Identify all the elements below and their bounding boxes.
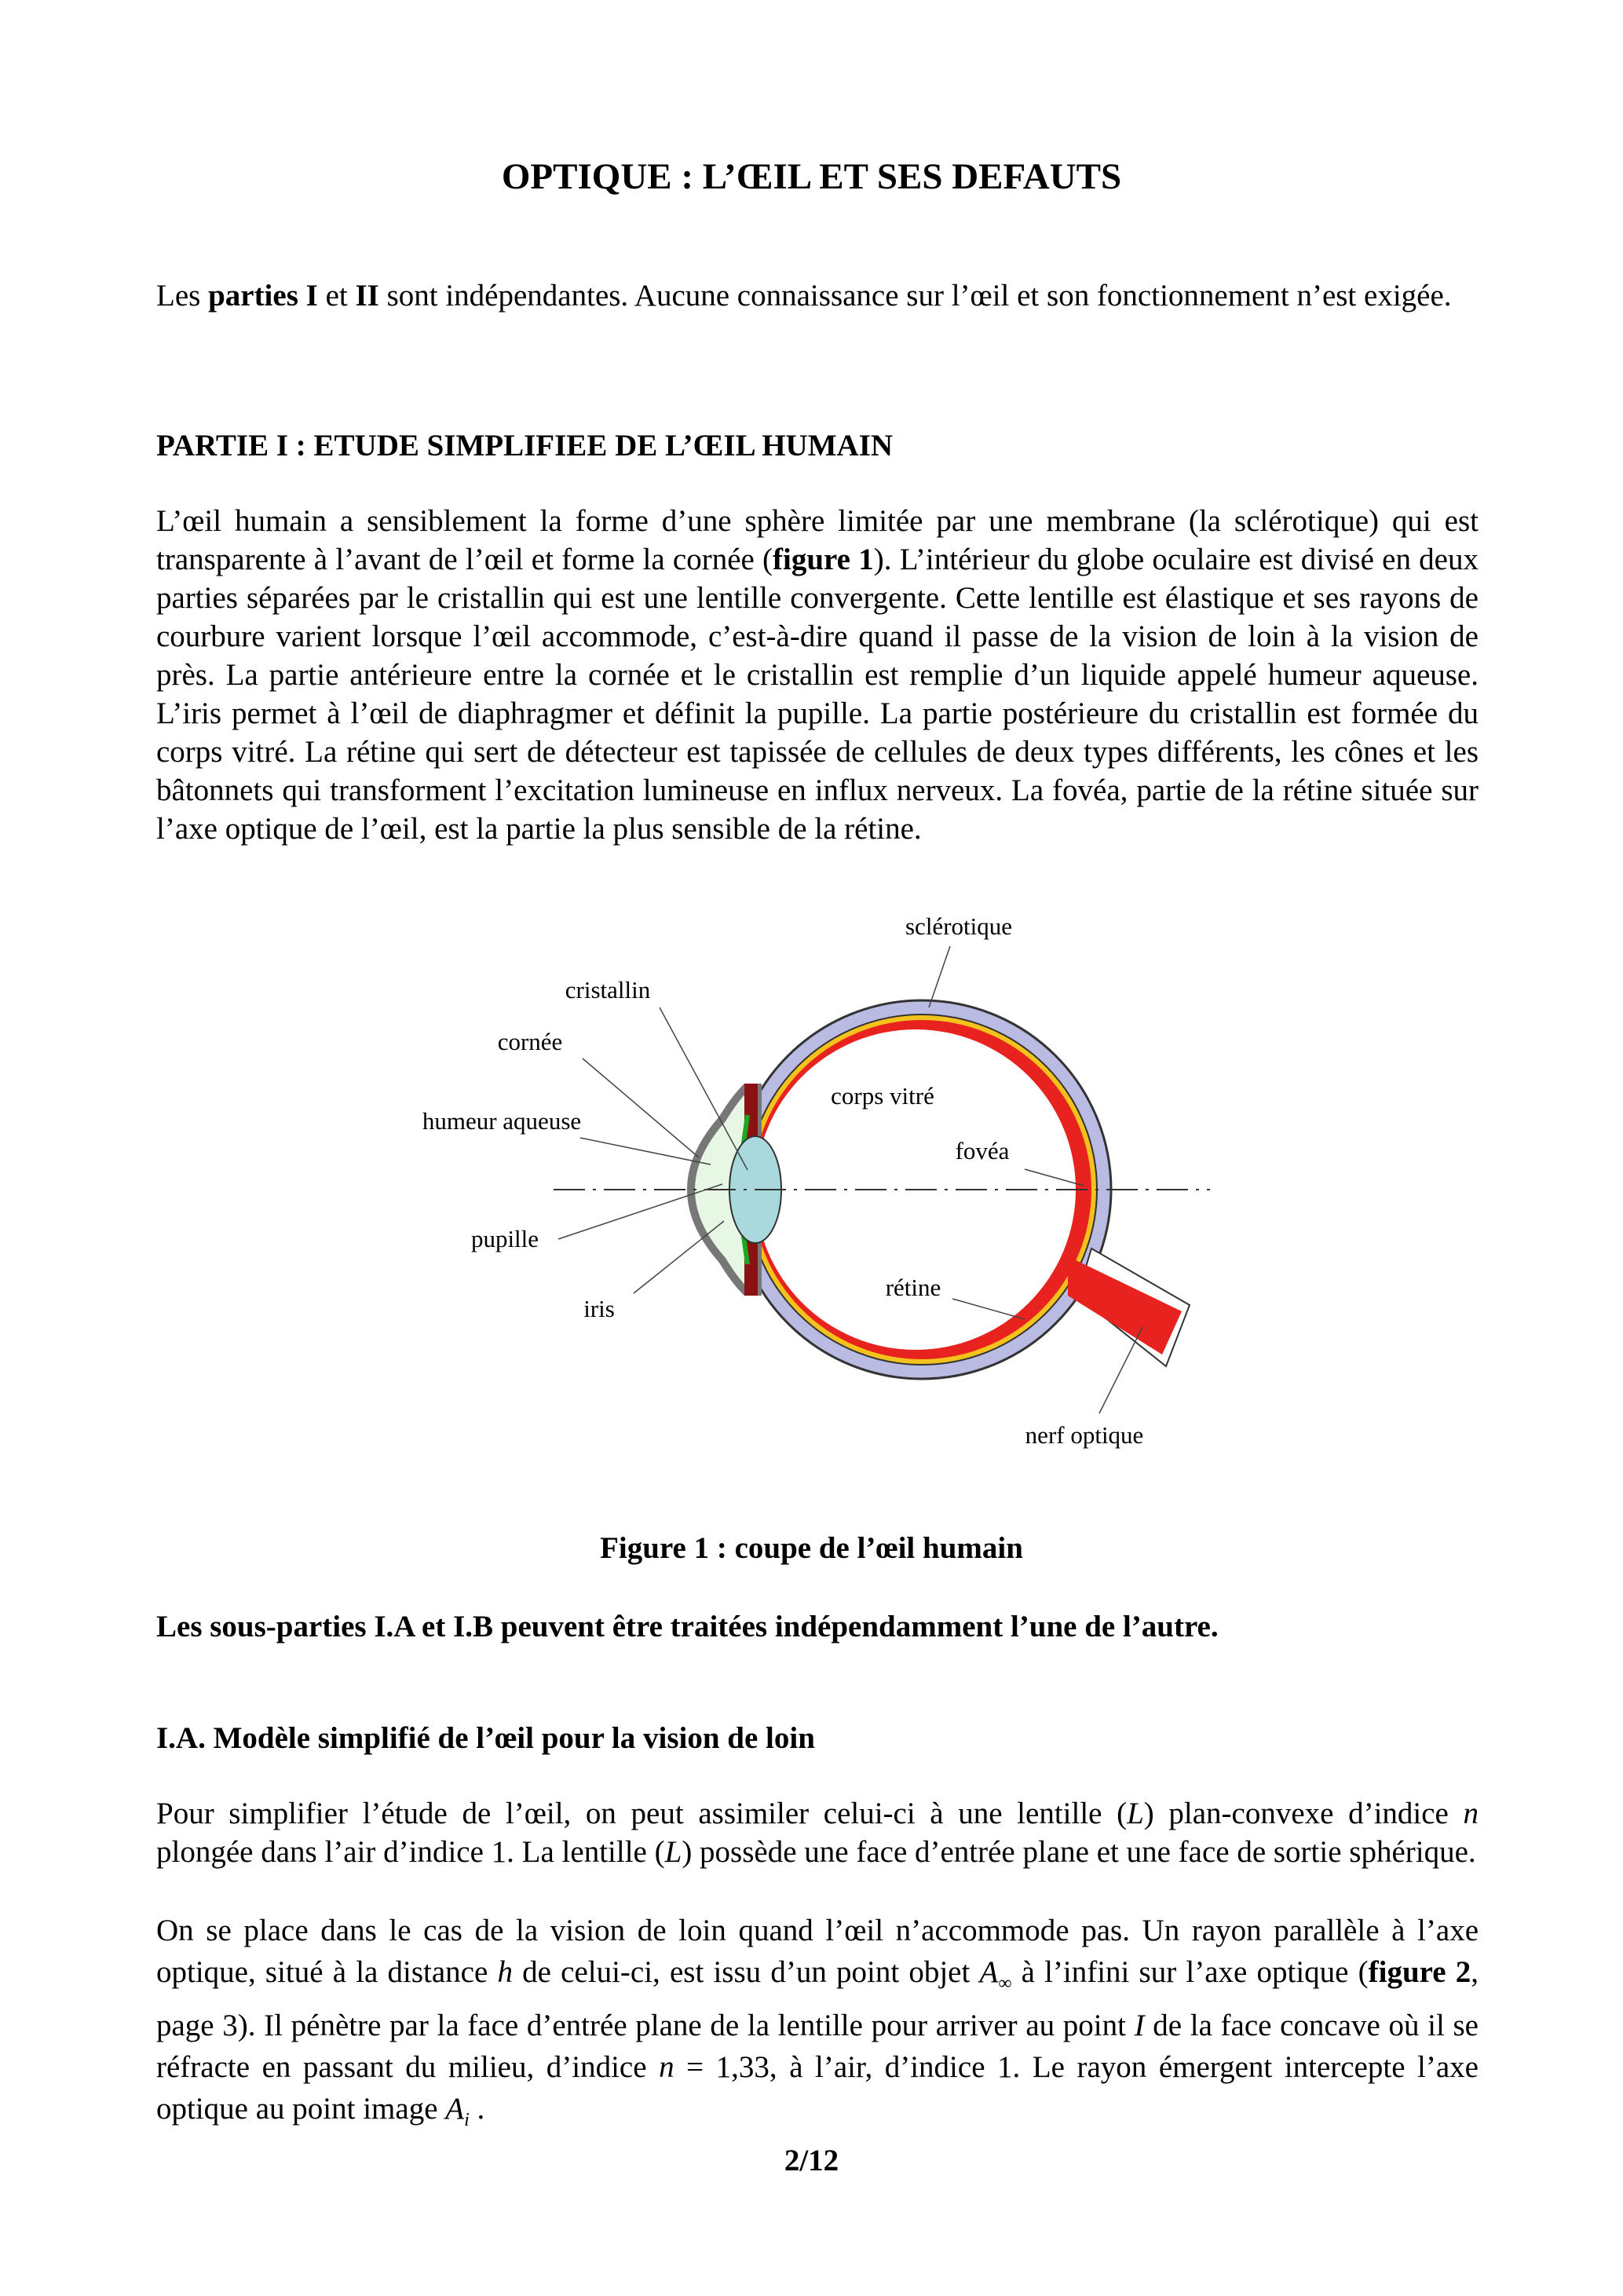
label-cristallin: cristallin [565, 976, 651, 1004]
label-iris: iris [583, 1295, 615, 1322]
label-sclerotique: sclérotique [905, 912, 1013, 940]
part1-heading: PARTIE I : ETUDE SIMPLIFIEE DE L’ŒIL HUMAIN [156, 429, 894, 462]
intro-paragraph: Les parties I et II sont indépendantes. Aucune connaissance sur l’œil et son fonctionnement n’est exigée. [156, 279, 1452, 313]
label-nerf-optique: nerf optique [1025, 1421, 1144, 1449]
IA-paragraph-2: On se place dans le cas de la vision de loin quand l’œil n’accommode pas. Un rayon parallèle à l’axe optique, situé à la distance h de celui-ci, est issu d’un point objet $A_\infty$ à l’infini sur l’axe optique (figure 2, page 3). Il pénètre par la face d’entrée plane de la lentille pour arriver au point I de la face concave où il se réfracte en passant du milieu, d’indice n = 1,33, à l’air, d’indice 1. Le rayon émergent intercepte l’axe optique au point image $A_i$ . [156, 1914, 1479, 2130]
page-number: 2/12 [784, 2144, 839, 2177]
label-humeur-aqueuse: humeur aqueuse [422, 1107, 582, 1135]
part1-paragraph: L’œil humain a sensiblement la forme d’une sphère limitée par une membrane (la sclérotique) qui est transparente à l’avant de l’œil et forme la cornée (figure 1). L’intérieur du globe oculaire est divisé en deux parties séparées par le cristallin qui est une lentille convergente. Cette lentille est élastique et ses rayons de courbure varient lorsque l’œil accommode, c’est-à-dire quand il passe de la vision de loin à la vision de près. La partie antérieure entre la cornée et le cristallin est remplie d’un liquide appelé humeur aqueuse. L’iris permet à l’œil de diaphragmer et définit la pupille. La partie postérieure du cristallin est formée du corps vitré. La rétine qui sert de détecteur est tapissée de cellules de deux types différents, les cônes et les bâtonnets qui transforment l’excitation lumineuse en influx nerveux. La fovéa, partie de la rétine située sur l’axe optique de l’œil, est la partie la plus sensible de la rétine. [156, 504, 1479, 846]
label-pupille: pupille [470, 1225, 539, 1252]
IA-paragraph-1: Pour simplifier l’étude de l’œil, on peut assimiler celui-ci à une lentille (L) plan-convexe d’indice n plongée dans l’air d’indice 1. La lentille (L) possède une face d’entrée plane et une face de sortie sphérique. [156, 1797, 1479, 1869]
label-retine: rétine [885, 1274, 941, 1301]
label-cornee: cornée [497, 1028, 563, 1055]
section-IA-heading: I.A. Modèle simplifié de l’œil pour la vision de loin [156, 1721, 815, 1755]
page-title: OPTIQUE : L’ŒIL ET SES DEFAUTS [501, 156, 1122, 197]
label-fovea: fovéa [955, 1137, 1010, 1164]
label-corps-vitre: corps vitré [831, 1082, 934, 1110]
subparts-note: Les sous-parties I.A et I.B peuvent être traitées indépendamment l’une de l’autre. [156, 1610, 1219, 1643]
figure-caption: Figure 1 : coupe de l’œil humain [600, 1531, 1023, 1565]
